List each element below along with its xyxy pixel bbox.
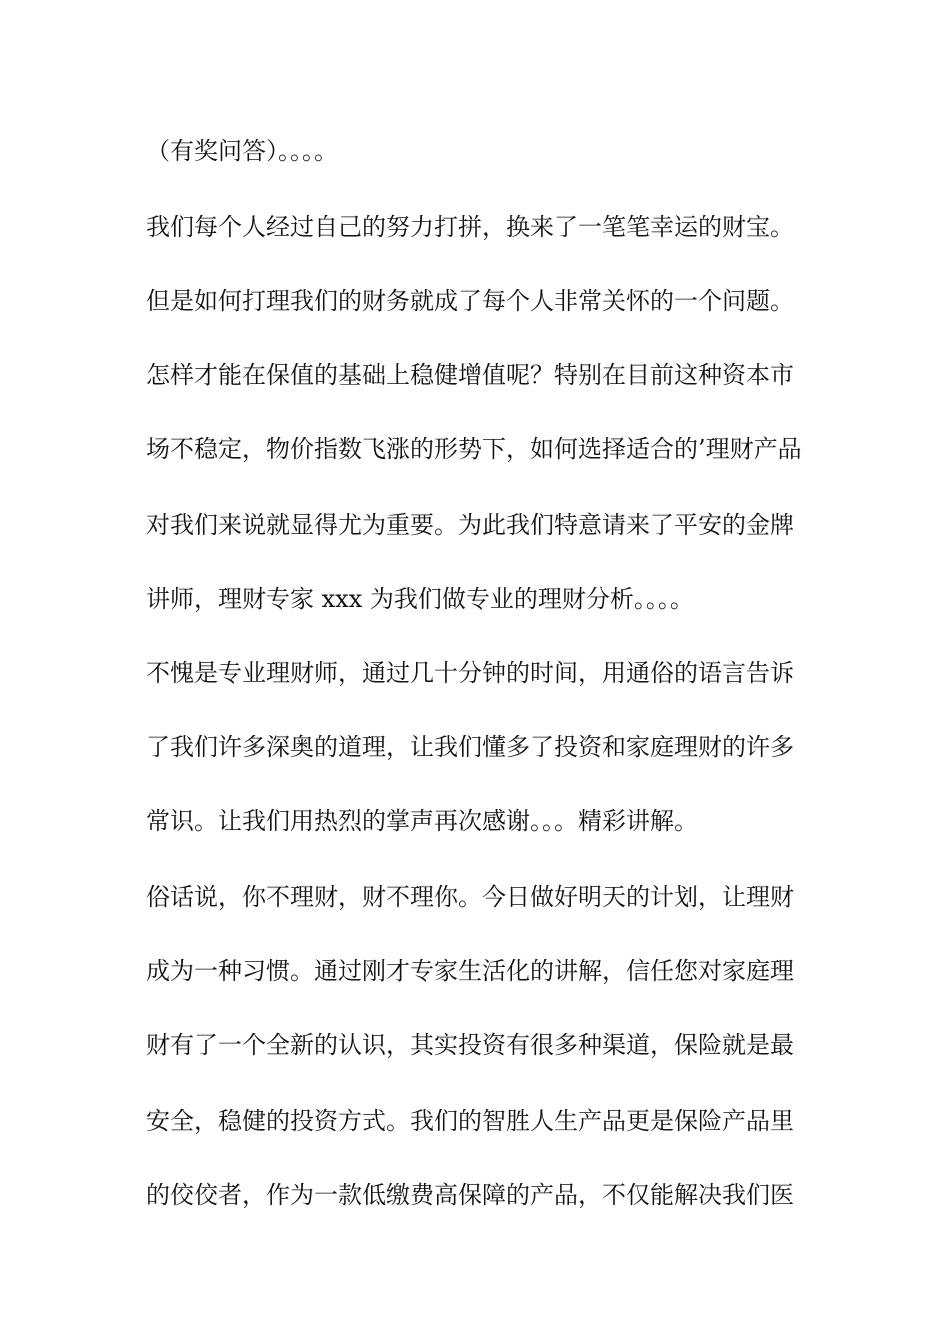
text-line: 怎样才能在保值的基础上稳健增值呢？特别在目前这种资本市 [146, 361, 794, 389]
text-line: 财有了一个全新的认识，其实投资有很多种渠道，保险就是最 [146, 1031, 794, 1059]
text-line: 但是如何打理我们的财务就成了每个人非常关怀的一个问题。 [146, 287, 794, 315]
text-line: 不愧是专业理财师，通过几十分钟的时间，用通俗的语言告诉 [146, 659, 794, 687]
text-line: 场不稳定，物价指数飞涨的形势下，如何选择适合的’理财产品 [146, 435, 802, 463]
text-line: 成为一种习惯。通过刚才专家生活化的讲解，信任您对家庭理 [146, 957, 794, 985]
text-line: 俗话说，你不理财，财不理你。今日做好明天的计划，让理财 [146, 883, 794, 911]
text-line: 常识。让我们用热烈的掌声再次感谢。。。精彩讲解。 [146, 807, 698, 835]
text-line: 安全，稳健的投资方式。我们的智胜人生产品更是保险产品里 [146, 1107, 794, 1135]
text-line: 讲师，理财专家 xxx 为我们做专业的理财分析。。。。 [146, 585, 694, 613]
text-line: 我们每个人经过自己的努力打拼，换来了一笔笔幸运的财宝。 [146, 213, 794, 241]
text-line: 的佼佼者，作为一款低缴费高保障的产品，不仅能解决我们医 [146, 1181, 794, 1209]
text-line: （有奖问答）。。。。 [146, 137, 338, 165]
text-line: 了我们许多深奥的道理，让我们懂多了投资和家庭理财的许多 [146, 733, 794, 761]
text-line: 对我们来说就显得尤为重要。为此我们特意请来了平安的金牌 [146, 511, 794, 539]
